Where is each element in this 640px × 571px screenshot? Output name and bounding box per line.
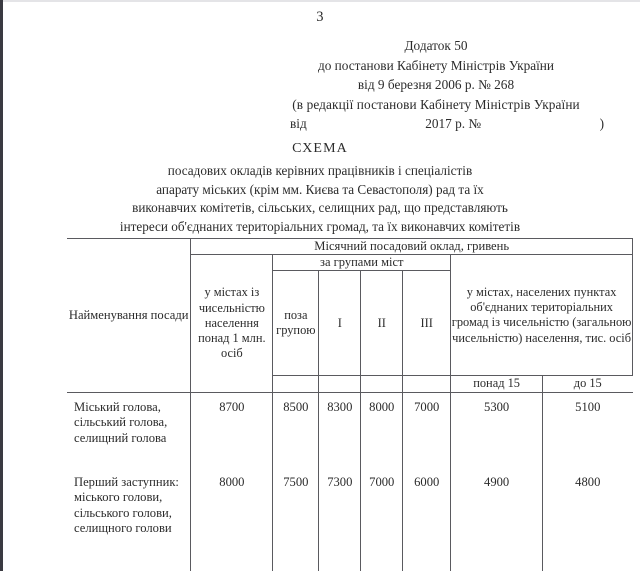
header-spacer-group-iii bbox=[403, 376, 451, 392]
table-row bbox=[67, 468, 633, 571]
appendix-reference-block bbox=[246, 36, 626, 134]
header-over-15: понад 15 bbox=[451, 376, 543, 392]
row-value-over-1mln: 8000 bbox=[191, 468, 273, 571]
document-heading: СХЕМА bbox=[292, 141, 348, 156]
header-group-ii: II bbox=[361, 271, 403, 376]
appendix-line-4: (в редакції постанови Кабінету Міністрів України bbox=[292, 96, 580, 112]
appendix-year-number: 2017 р. № bbox=[425, 116, 482, 131]
appendix-line-1: Додаток 50 bbox=[404, 38, 468, 53]
row-job-title: Міський голова, сільський голова, селищний голова bbox=[67, 392, 191, 468]
header-spacer-group-i bbox=[319, 376, 361, 392]
row-value-group-i: 8300 bbox=[319, 392, 361, 468]
row-value-group-ii: 7000 bbox=[361, 468, 403, 571]
header-group-iii: III bbox=[403, 271, 451, 376]
header-under-15: до 15 bbox=[543, 376, 633, 392]
document-subtitle bbox=[60, 162, 580, 236]
appendix-line-5 bbox=[246, 114, 626, 134]
row-value-outside-group: 7500 bbox=[273, 468, 319, 571]
header-group-i: I bbox=[319, 271, 361, 376]
table-row bbox=[67, 392, 633, 468]
row-value-group-i: 7300 bbox=[319, 468, 361, 571]
row-value-group-iii: 6000 bbox=[403, 468, 451, 571]
row-job-title: Перший заступник: міського голови, сільського голови, селищного голови bbox=[67, 468, 191, 571]
header-spacer-outside-group bbox=[273, 376, 319, 392]
header-position-name: Найменування посади bbox=[67, 239, 191, 393]
appendix-line-3: від 9 березня 2006 р. № 268 bbox=[357, 77, 515, 92]
header-over-1mln: у містах із чисельністю населення понад 1 млн. осіб bbox=[191, 255, 273, 392]
subtitle-line-3: виконавчих комітетів, сільських, селищних рад, що представляють bbox=[132, 200, 508, 216]
appendix-closing-paren: ) bbox=[599, 116, 604, 131]
row-value-under-15: 4800 bbox=[575, 474, 601, 489]
appendix-date-label: від bbox=[290, 116, 307, 131]
salary-schedule-table bbox=[67, 238, 633, 571]
row-value-outside-group: 8500 bbox=[273, 392, 319, 468]
row-value-over-15: 4900 bbox=[451, 468, 543, 571]
appendix-line-2: до постанови Кабінету Міністрів України bbox=[317, 57, 555, 73]
row-value-group-iii: 7000 bbox=[403, 392, 451, 468]
header-monthly-salary: Місячний посадовий оклад, гривень bbox=[191, 239, 633, 255]
row-value-under-15: 5100 bbox=[575, 399, 601, 414]
subtitle-line-1: посадових окладів керівних працівників і спеціалістів bbox=[167, 163, 473, 178]
header-spacer-group-ii bbox=[361, 376, 403, 392]
row-value-over-15: 5300 bbox=[451, 392, 543, 468]
header-amalgamated-communities: у містах, населених пунктах об'єднаних територіальних громад із чисельністю (загальною чисельністю) населення, тис. осіб bbox=[451, 255, 633, 376]
header-outside-group: поза групою bbox=[273, 271, 319, 376]
page-number: 3 bbox=[316, 9, 324, 25]
subtitle-line-4: інтереси об'єднаних територіальних громад, та їх виконавчих комітетів bbox=[119, 218, 521, 234]
table-header-row-1 bbox=[67, 239, 633, 255]
subtitle-line-2: апарату міських (крім мм. Києва та Севастополя) рад та їх bbox=[156, 181, 484, 197]
row-value-group-ii: 8000 bbox=[361, 392, 403, 468]
header-by-city-groups: за групами міст bbox=[273, 255, 451, 271]
row-value-over-1mln: 8700 bbox=[191, 392, 273, 468]
